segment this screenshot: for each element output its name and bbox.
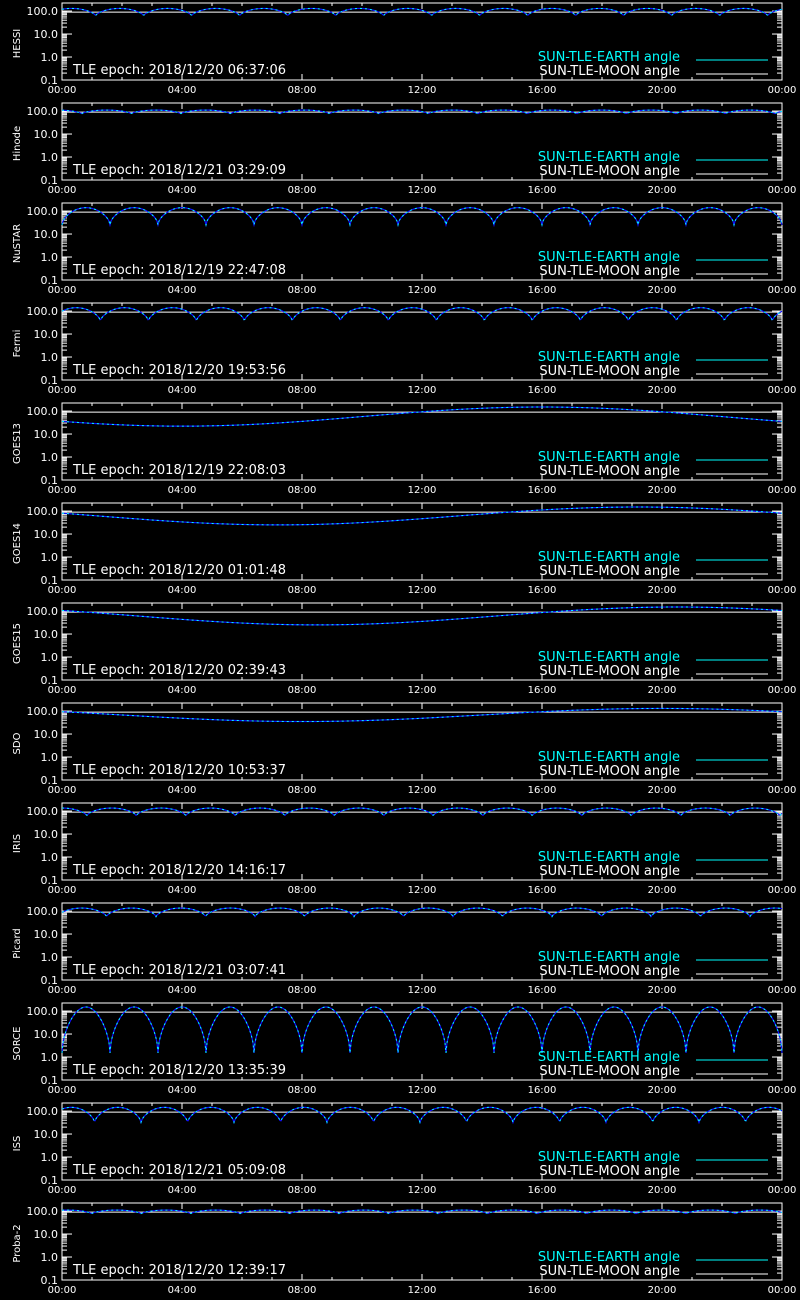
y-tick-label: 10.0: [33, 1228, 58, 1242]
y-tick-label: 0.1: [40, 174, 58, 187]
legend-earth-label: SUN-TLE-EARTH angle: [537, 750, 680, 765]
y-tick-label: 10.0: [33, 928, 58, 942]
chart-svg: [0, 100, 800, 200]
y-tick-label: 10.0: [33, 528, 58, 542]
x-tick-label: 16:00: [527, 1085, 557, 1096]
x-tick-label: 04:00: [167, 85, 197, 96]
sun-tle-earth-curve-shadow: [62, 407, 782, 426]
y-tick-label: 1.0: [40, 851, 58, 865]
x-tick-label: 12:00: [407, 685, 437, 696]
x-tick-label: 12:00: [407, 785, 437, 796]
legend-moon-label: SUN-TLE-MOON angle: [539, 64, 680, 79]
y-tick-label: 100.0: [26, 205, 58, 219]
x-tick-label: 20:00: [647, 85, 677, 96]
tle-epoch-label: TLE epoch: 2018/12/21 03:07:41: [73, 963, 287, 978]
x-tick-label: 16:00: [527, 985, 557, 996]
y-tick-label: 1.0: [40, 651, 58, 665]
satellite-name: Hinode: [12, 125, 23, 162]
y-tick-label: 100.0: [26, 505, 58, 519]
legend-earth-label: SUN-TLE-EARTH angle: [537, 1250, 680, 1265]
chart-svg: [0, 700, 800, 800]
tle-epoch-label: TLE epoch: 2018/12/21 03:29:09: [73, 163, 287, 178]
chart-svg: [0, 1000, 800, 1100]
y-tick-label: 1.0: [40, 51, 58, 65]
x-tick-label: 00:00: [767, 385, 797, 396]
y-tick-label: 1.0: [40, 551, 58, 565]
x-tick-label: 00:00: [47, 1085, 77, 1096]
legend-earth-label: SUN-TLE-EARTH angle: [537, 350, 680, 365]
x-tick-label: 04:00: [167, 1185, 197, 1196]
x-tick-label: 04:00: [167, 485, 197, 496]
x-tick-label: 08:00: [287, 1085, 317, 1096]
satellite-name: GOES14: [12, 522, 23, 565]
legend-moon-label: SUN-TLE-MOON angle: [539, 364, 680, 379]
chart-svg: [0, 400, 800, 500]
y-tick-label: 10.0: [33, 328, 58, 342]
x-tick-label: 16:00: [527, 485, 557, 496]
x-tick-label: 12:00: [407, 585, 437, 596]
chart-panel-goes15: [0, 600, 800, 700]
x-tick-label: 16:00: [527, 85, 557, 96]
legend-earth-label: SUN-TLE-EARTH angle: [537, 250, 680, 265]
x-tick-label: 04:00: [167, 685, 197, 696]
x-tick-label: 04:00: [167, 1085, 197, 1096]
chart-panel-proba-2: [0, 1200, 800, 1300]
x-tick-label: 12:00: [407, 285, 437, 296]
x-tick-label: 12:00: [407, 485, 437, 496]
sun-tle-earth-curve-shadow: [62, 708, 782, 721]
x-tick-label: 04:00: [167, 285, 197, 296]
satellite-name: ISS: [12, 1135, 23, 1152]
chart-panel-iris: [0, 800, 800, 900]
x-tick-label: 08:00: [287, 885, 317, 896]
y-tick-label: 100.0: [26, 105, 58, 119]
legend-moon-label: SUN-TLE-MOON angle: [539, 1264, 680, 1279]
legend-moon-label: SUN-TLE-MOON angle: [539, 964, 680, 979]
chart-svg: [0, 300, 800, 400]
x-tick-label: 12:00: [407, 85, 437, 96]
y-tick-label: 0.1: [40, 74, 58, 87]
y-tick-label: 0.1: [40, 974, 58, 987]
y-tick-label: 10.0: [33, 628, 58, 642]
sun-tle-earth-curve: [62, 607, 782, 625]
chart-panel-iss: [0, 1100, 800, 1200]
satellite-name: SORCE: [12, 1026, 23, 1061]
y-tick-label: 10.0: [33, 1028, 58, 1042]
chart-svg: [0, 200, 800, 300]
chart-panel-hessi: [0, 0, 800, 100]
x-tick-label: 20:00: [647, 485, 677, 496]
y-tick-label: 100.0: [26, 805, 58, 819]
y-tick-label: 100.0: [26, 1205, 58, 1219]
legend-earth-label: SUN-TLE-EARTH angle: [537, 550, 680, 565]
chart-svg: [0, 800, 800, 900]
y-tick-label: 100.0: [26, 605, 58, 619]
x-tick-label: 16:00: [527, 285, 557, 296]
tle-epoch-label: TLE epoch: 2018/12/20 06:37:06: [73, 63, 287, 78]
satellite-name: NuSTAR: [12, 223, 23, 264]
x-tick-label: 00:00: [47, 985, 77, 996]
x-tick-label: 20:00: [647, 785, 677, 796]
tle-epoch-label: TLE epoch: 2018/12/20 19:53:56: [73, 363, 287, 378]
x-tick-label: 20:00: [647, 685, 677, 696]
x-tick-label: 00:00: [47, 1285, 77, 1296]
x-tick-label: 12:00: [407, 1185, 437, 1196]
chart-panel-goes13: [0, 400, 800, 500]
legend-moon-label: SUN-TLE-MOON angle: [539, 1164, 680, 1179]
y-tick-label: 10.0: [33, 128, 58, 142]
x-tick-label: 04:00: [167, 585, 197, 596]
legend-moon-label: SUN-TLE-MOON angle: [539, 864, 680, 879]
x-tick-label: 08:00: [287, 1185, 317, 1196]
y-tick-label: 0.1: [40, 474, 58, 487]
legend-moon-label: SUN-TLE-MOON angle: [539, 164, 680, 179]
y-tick-label: 0.1: [40, 374, 58, 387]
sun-tle-earth-curve-shadow: [62, 1107, 782, 1122]
chart-panel-fermi: [0, 300, 800, 400]
chart-panel-nustar: [0, 200, 800, 300]
tle-epoch-label: TLE epoch: 2018/12/20 13:35:39: [73, 1063, 287, 1078]
x-tick-label: 08:00: [287, 685, 317, 696]
x-tick-label: 12:00: [407, 1085, 437, 1096]
y-tick-label: 1.0: [40, 951, 58, 965]
y-tick-label: 100.0: [26, 705, 58, 719]
satellite-name: Picard: [12, 928, 23, 959]
x-tick-label: 00:00: [767, 485, 797, 496]
y-tick-label: 100.0: [26, 405, 58, 419]
y-tick-label: 100.0: [26, 1005, 58, 1019]
x-tick-label: 12:00: [407, 985, 437, 996]
tle-epoch-label: TLE epoch: 2018/12/20 02:39:43: [73, 663, 287, 678]
sun-tle-earth-curve: [62, 1007, 782, 1053]
x-tick-label: 20:00: [647, 885, 677, 896]
legend-moon-label: SUN-TLE-MOON angle: [539, 764, 680, 779]
legend-earth-label: SUN-TLE-EARTH angle: [537, 650, 680, 665]
tle-epoch-label: TLE epoch: 2018/12/20 14:16:17: [73, 863, 287, 878]
y-tick-label: 1.0: [40, 151, 58, 165]
x-tick-label: 04:00: [167, 185, 197, 196]
x-tick-label: 04:00: [167, 985, 197, 996]
x-tick-label: 04:00: [167, 885, 197, 896]
sun-tle-earth-curve: [62, 308, 782, 320]
y-tick-label: 1.0: [40, 351, 58, 365]
x-tick-label: 00:00: [767, 585, 797, 596]
x-tick-label: 20:00: [647, 285, 677, 296]
x-tick-label: 04:00: [167, 785, 197, 796]
y-tick-label: 0.1: [40, 774, 58, 787]
x-tick-label: 00:00: [767, 985, 797, 996]
chart-svg: [0, 0, 800, 100]
x-tick-label: 00:00: [47, 285, 77, 296]
y-tick-label: 100.0: [26, 1105, 58, 1119]
satellite-name: Proba-2: [12, 1224, 23, 1263]
legend-moon-label: SUN-TLE-MOON angle: [539, 464, 680, 479]
x-tick-label: 00:00: [767, 885, 797, 896]
legend-earth-label: SUN-TLE-EARTH angle: [537, 950, 680, 965]
chart-svg: [0, 900, 800, 1000]
x-tick-label: 08:00: [287, 485, 317, 496]
x-tick-label: 00:00: [767, 285, 797, 296]
x-tick-label: 20:00: [647, 185, 677, 196]
tle-epoch-label: TLE epoch: 2018/12/21 05:09:08: [73, 1163, 287, 1178]
x-tick-label: 00:00: [47, 485, 77, 496]
x-tick-label: 00:00: [47, 185, 77, 196]
y-tick-label: 10.0: [33, 428, 58, 442]
y-tick-label: 1.0: [40, 251, 58, 265]
satellite-name: HESSI: [12, 28, 23, 59]
x-tick-label: 20:00: [647, 585, 677, 596]
x-tick-label: 00:00: [767, 85, 797, 96]
y-tick-label: 10.0: [33, 828, 58, 842]
chart-panel-sorce: [0, 1000, 800, 1100]
y-tick-label: 10.0: [33, 28, 58, 42]
sun-tle-earth-curve: [62, 708, 782, 721]
y-tick-label: 100.0: [26, 305, 58, 319]
x-tick-label: 16:00: [527, 1285, 557, 1296]
legend-earth-label: SUN-TLE-EARTH angle: [537, 1150, 680, 1165]
satellite-name: Fermi: [12, 329, 23, 358]
x-tick-label: 04:00: [167, 1285, 197, 1296]
legend-earth-label: SUN-TLE-EARTH angle: [537, 50, 680, 65]
sun-tle-earth-curve-shadow: [62, 607, 782, 625]
x-tick-label: 00:00: [47, 785, 77, 796]
x-tick-label: 16:00: [527, 785, 557, 796]
y-tick-label: 1.0: [40, 1151, 58, 1165]
satellite-name: SDO: [12, 732, 23, 755]
x-tick-label: 16:00: [527, 385, 557, 396]
x-tick-label: 20:00: [647, 985, 677, 996]
sun-tle-earth-curve-shadow: [62, 507, 782, 525]
x-tick-label: 12:00: [407, 885, 437, 896]
y-tick-label: 10.0: [33, 728, 58, 742]
x-tick-label: 00:00: [47, 685, 77, 696]
y-tick-label: 0.1: [40, 1074, 58, 1087]
tle-epoch-label: TLE epoch: 2018/12/19 22:47:08: [73, 263, 287, 278]
x-tick-label: 20:00: [647, 1185, 677, 1196]
legend-moon-label: SUN-TLE-MOON angle: [539, 1064, 680, 1079]
x-tick-label: 12:00: [407, 1285, 437, 1296]
x-tick-label: 16:00: [527, 885, 557, 896]
x-tick-label: 04:00: [167, 385, 197, 396]
x-tick-label: 16:00: [527, 185, 557, 196]
y-tick-label: 0.1: [40, 574, 58, 587]
legend-earth-label: SUN-TLE-EARTH angle: [537, 150, 680, 165]
satellite-name: GOES13: [12, 422, 23, 465]
x-tick-label: 08:00: [287, 985, 317, 996]
legend-earth-label: SUN-TLE-EARTH angle: [537, 450, 680, 465]
y-tick-label: 10.0: [33, 1128, 58, 1142]
y-tick-label: 0.1: [40, 674, 58, 687]
tle-epoch-label: TLE epoch: 2018/12/19 22:08:03: [73, 463, 287, 478]
y-tick-label: 0.1: [40, 1174, 58, 1187]
y-tick-label: 100.0: [26, 5, 58, 19]
sun-tle-earth-curve: [62, 407, 782, 426]
legend-moon-label: SUN-TLE-MOON angle: [539, 664, 680, 679]
sun-tle-earth-curve-shadow: [62, 1007, 782, 1053]
x-tick-label: 20:00: [647, 1285, 677, 1296]
sun-tle-earth-curve: [62, 507, 782, 525]
x-tick-label: 00:00: [47, 385, 77, 396]
x-tick-label: 00:00: [767, 1185, 797, 1196]
x-tick-label: 12:00: [407, 385, 437, 396]
tle-epoch-label: TLE epoch: 2018/12/20 10:53:37: [73, 763, 287, 778]
y-tick-label: 0.1: [40, 874, 58, 887]
x-tick-label: 08:00: [287, 285, 317, 296]
y-tick-label: 1.0: [40, 1051, 58, 1065]
chart-panel-hinode: [0, 100, 800, 200]
tle-epoch-label: TLE epoch: 2018/12/20 12:39:17: [73, 1263, 287, 1278]
x-tick-label: 08:00: [287, 385, 317, 396]
y-tick-label: 1.0: [40, 1251, 58, 1265]
y-tick-label: 0.1: [40, 274, 58, 287]
chart-panel-sdo: [0, 700, 800, 800]
chart-panel-picard: [0, 900, 800, 1000]
x-tick-label: 08:00: [287, 585, 317, 596]
x-tick-label: 20:00: [647, 1085, 677, 1096]
x-tick-label: 16:00: [527, 585, 557, 596]
x-tick-label: 16:00: [527, 685, 557, 696]
x-tick-label: 00:00: [767, 185, 797, 196]
y-tick-label: 0.1: [40, 1274, 58, 1287]
x-tick-label: 20:00: [647, 385, 677, 396]
x-tick-label: 00:00: [47, 85, 77, 96]
x-tick-label: 08:00: [287, 1285, 317, 1296]
satellite-name: IRIS: [12, 833, 23, 854]
x-tick-label: 00:00: [767, 785, 797, 796]
legend-moon-label: SUN-TLE-MOON angle: [539, 564, 680, 579]
legend-earth-label: SUN-TLE-EARTH angle: [537, 1050, 680, 1065]
legend-earth-label: SUN-TLE-EARTH angle: [537, 850, 680, 865]
legend-moon-label: SUN-TLE-MOON angle: [539, 264, 680, 279]
chart-panel-goes14: [0, 500, 800, 600]
x-tick-label: 00:00: [47, 585, 77, 596]
x-tick-label: 00:00: [47, 1185, 77, 1196]
x-tick-label: 08:00: [287, 785, 317, 796]
x-tick-label: 00:00: [47, 885, 77, 896]
tle-epoch-label: TLE epoch: 2018/12/20 01:01:48: [73, 563, 287, 578]
x-tick-label: 00:00: [767, 1285, 797, 1296]
x-tick-label: 08:00: [287, 85, 317, 96]
y-tick-label: 1.0: [40, 451, 58, 465]
x-tick-label: 12:00: [407, 185, 437, 196]
chart-svg: [0, 1100, 800, 1200]
satellite-name: GOES15: [12, 622, 23, 665]
x-tick-label: 00:00: [767, 685, 797, 696]
y-tick-label: 10.0: [33, 228, 58, 242]
chart-svg: [0, 500, 800, 600]
sun-tle-earth-curve: [62, 1107, 782, 1122]
x-tick-label: 00:00: [767, 1085, 797, 1096]
y-tick-label: 100.0: [26, 905, 58, 919]
chart-svg: [0, 1200, 800, 1300]
x-tick-label: 16:00: [527, 1185, 557, 1196]
chart-svg: [0, 600, 800, 700]
x-tick-label: 08:00: [287, 185, 317, 196]
y-tick-label: 1.0: [40, 751, 58, 765]
